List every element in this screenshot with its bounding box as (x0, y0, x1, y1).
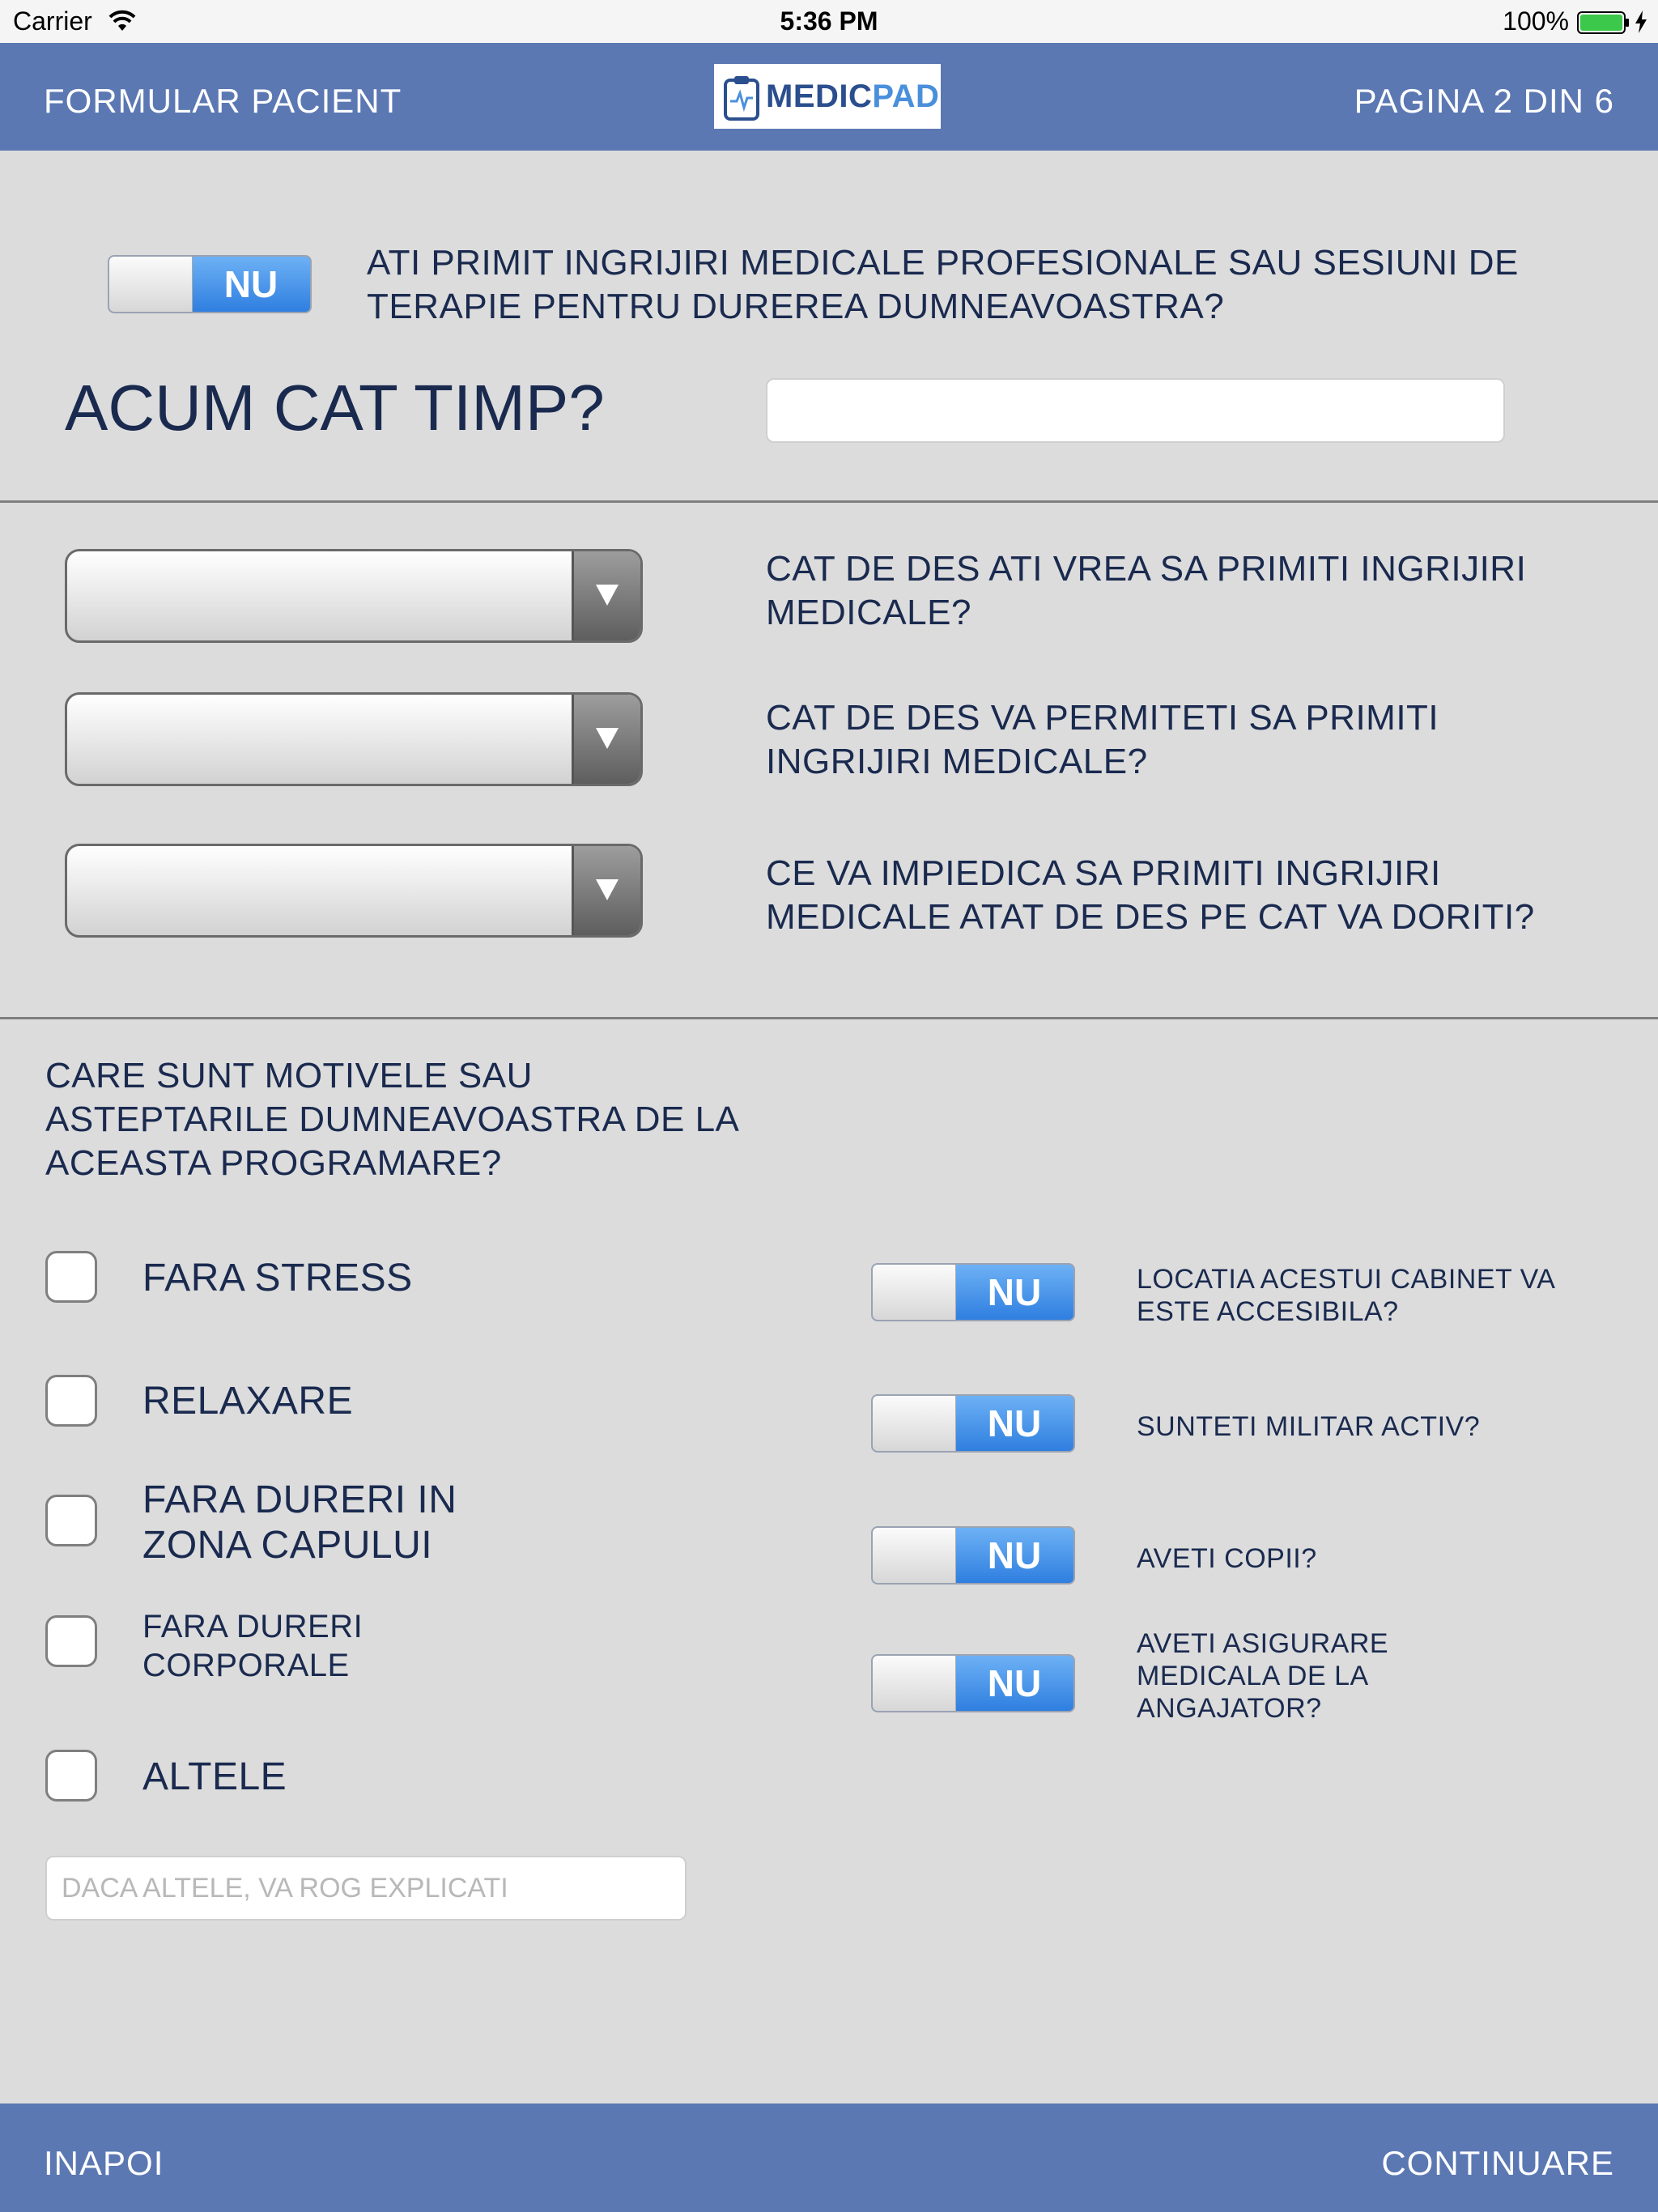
medicpad-logo (714, 64, 941, 129)
checkbox-label-fara-dureri-corporale: FARA DURERI CORPORALE (142, 1609, 363, 1683)
continue-button[interactable]: CONTINUARE (1381, 2144, 1614, 2182)
how-long-label: ACUM CAT TIMP? (65, 372, 605, 444)
how-long-input[interactable] (766, 378, 1505, 443)
prior-care-question: ATI PRIMIT INGRIJIRI MEDICALE PROFESIONALE SAU SESIUNI DE TERAPIE PENTRU DUREREA DUMNEAVOASTRA? (367, 243, 1519, 326)
checkbox-relaxare[interactable] (45, 1375, 97, 1427)
toggle-label: NU (987, 1534, 1042, 1576)
checkbox-label-altele: ALTELE (142, 1755, 287, 1798)
active-military-question: SUNTETI MILITAR ACTIV? (1137, 1411, 1481, 1442)
status-bar (0, 0, 1658, 43)
dropdown-button[interactable] (572, 551, 640, 640)
obstacles-dropdown[interactable] (65, 844, 643, 938)
checkbox-fara-stress[interactable] (45, 1251, 97, 1303)
explain-other-input[interactable]: DACA ALTELE, VA ROG EXPLICATI (45, 1856, 687, 1921)
page-indicator: PAGINA 2 DIN 6 (1354, 82, 1614, 120)
obstacles-question: CE VA IMPIEDICA SA PRIMITI INGRIJIRI MEDICALE ATAT DE DES PE CAT VA DORITI? (766, 853, 1535, 937)
children-question: AVETI COPII? (1137, 1543, 1317, 1574)
toggle-label: NU (223, 263, 278, 305)
toggle-knob (873, 1265, 956, 1320)
accessible-location-toggle[interactable] (871, 1263, 1075, 1321)
dropdown-arrow-icon (596, 585, 619, 606)
section-divider (0, 1017, 1658, 1019)
toggle-knob (873, 1656, 956, 1711)
checkbox-label-relaxare: RELAXARE (142, 1380, 354, 1423)
footer-bar (0, 2104, 1658, 2212)
dropdown-button[interactable] (572, 695, 640, 784)
expectations-question: CARE SUNT MOTIVELE SAU ASTEPTARILE DUMNEAVOASTRA DE LA ACEASTA PROGRAMARE? (45, 1056, 738, 1183)
logo-text (766, 79, 939, 115)
affordable-frequency-question: CAT DE DES VA PERMITETI SA PRIMITI INGRIJIRI MEDICALE? (766, 698, 1439, 781)
children-toggle[interactable] (871, 1526, 1075, 1585)
toggle-knob (873, 1528, 956, 1583)
prior-care-toggle[interactable] (108, 255, 312, 313)
carrier-label: Carrier (13, 6, 92, 36)
clipboard-heartbeat-icon (722, 74, 761, 121)
back-button[interactable]: INAPOI (44, 2144, 164, 2182)
checkbox-label-fara-stress: FARA STRESS (142, 1257, 413, 1300)
battery-percent: 100% (1503, 6, 1569, 36)
logo-text-pad: PAD (872, 79, 940, 114)
logo-text-medic: MEDIC (766, 79, 873, 114)
section-divider (0, 500, 1658, 503)
employer-insurance-question: AVETI ASIGURARE MEDICALA DE LA ANGAJATOR? (1137, 1628, 1389, 1724)
desired-frequency-dropdown[interactable] (65, 549, 643, 643)
battery-icon (1577, 11, 1630, 34)
accessible-location-question: LOCATIA ACESTUI CABINET VA ESTE ACCESIBILA? (1137, 1264, 1554, 1327)
page-title: FORMULAR PACIENT (44, 82, 402, 120)
charging-bolt-icon (1634, 10, 1648, 34)
active-military-toggle[interactable] (871, 1394, 1075, 1453)
toggle-knob (109, 257, 193, 312)
dropdown-button[interactable] (572, 846, 640, 935)
toggle-knob (873, 1396, 956, 1451)
checkbox-fara-dureri-corporale[interactable] (45, 1615, 97, 1667)
dropdown-arrow-icon (596, 879, 619, 900)
toggle-label: NU (987, 1662, 1042, 1704)
desired-frequency-question: CAT DE DES ATI VREA SA PRIMITI INGRIJIRI MEDICALE? (766, 549, 1527, 632)
affordable-frequency-dropdown[interactable] (65, 692, 643, 786)
checkbox-fara-dureri-cap[interactable] (45, 1495, 97, 1546)
dropdown-arrow-icon (596, 728, 619, 749)
header-bar (0, 43, 1658, 151)
employer-insurance-toggle[interactable] (871, 1654, 1075, 1712)
checkbox-altele[interactable] (45, 1750, 97, 1802)
toggle-label: NU (987, 1271, 1042, 1313)
toggle-label: NU (987, 1402, 1042, 1444)
status-time: 5:36 PM (780, 6, 878, 36)
checkbox-label-fara-dureri-cap: FARA DURERI IN ZONA CAPULUI (142, 1478, 457, 1567)
